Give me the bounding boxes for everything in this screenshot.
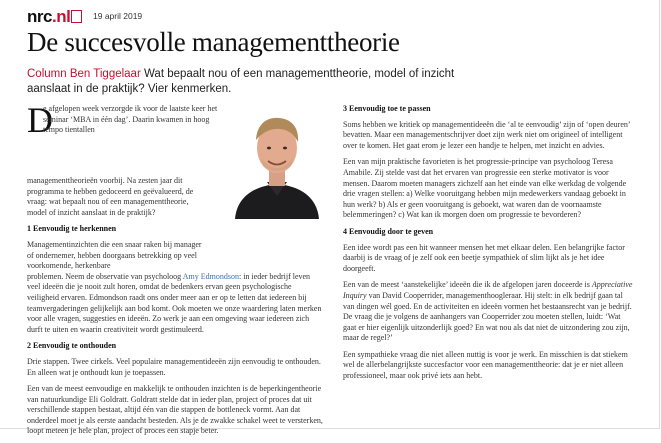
section-heading-1: 1 Eenvoudig te herkennen — [27, 224, 117, 234]
brand-suffix: .nl — [51, 7, 71, 26]
brand-name: nrc — [27, 7, 52, 26]
article-column-left — [27, 100, 323, 443]
paragraph: Een idee wordt pas een hit wanneer mensen het met elkaar delen. Een belangrijke factor daarbij is de vraag of je zelf ook een beetje sympathiek of slim lijkt als je het idee doorgeeft. — [343, 242, 625, 273]
dropcap: D — [27, 100, 53, 140]
section-heading-2: 2 Eenvoudig te onthouden — [27, 341, 117, 351]
section-heading-4: 4 Eenvoudig door te geven — [343, 226, 434, 236]
nrc-logo[interactable] — [27, 7, 82, 27]
paragraph: Een van mijn praktische favorieten is het progressie-principe van psycholoog Teresa Amabile. Zij stelde vast dat het ervaren van progressie een sterke motivator is voor mensen. Daarom moeten managers zichzelf aan het einde van elke werkdag de volgende drie vragen stellen: a) Welke vooruitgang hebben mijn medewerkers vandaag geboekt in hun werk? b) Als er geen vooruitgang is geboekt, wat waren dan de voornaamste belemmeringen? c) Wat kan ik morgen doen om progressie te bevorderen? — [343, 157, 627, 220]
publication-date: 19 april 2019 — [93, 11, 143, 21]
paragraph — [343, 280, 635, 344]
section-heading-3: 3 Eenvoudig toe te passen — [343, 104, 431, 113]
intro-text-continued: managementtheorieën voorbij. Na zesten jaar dit programma te hebben gedoceerd en geëvalueerd, de vraag: wat bepaalt nou of een managementtheorie, model of inzicht aanslaat in de praktijk? — [27, 176, 194, 217]
article-title: De succesvolle managementtheorie — [27, 27, 400, 57]
emphasis-appreciative-inquiry: Appreciative Inquiry — [343, 280, 633, 300]
paragraph-text: van David Cooperrider, managementhoogleraar. Hij stelt: in elk bedrijf gaan tal van dingen wél goed. En de activiteiten en ideeën vormen het bestaansrecht van je bedrijf. De vraag die je volgens de aanhangers van Cooperrider zou moeten stellen, luidt: ‘Wat gaat er hier eigenlijk uitzonderlijk goed? En wat nou als dat niet de uitzondering zou zijn, maar de regel?’ — [343, 290, 632, 343]
logo-box-icon — [71, 10, 82, 23]
article-subtitle — [27, 67, 497, 97]
author-portrait — [227, 104, 327, 219]
paragraph: Een sympathieke vraag die niet alleen nuttig is voor je werk. En misschien is dat stiekem wel de allerbelangrijkste succesfactor voor een managementtheorie: dat je er niet alleen professioneel, maar ook privé iets aan hebt. — [343, 349, 628, 381]
paragraph: Een van de meest eenvoudige en makkelijk te onthouden inzichten is de beperkingentheorie van natuurkundige Eli Goldratt. Goldratt stelde dat in ieder plan, project of proces dat uit verschillende stappen bestaat, altijd één van die stappen de bottleneck vormt. Aan dat onderdeel moet je als eerste aandacht besteden. Als je de zwakke schakel weet te versterken, loopt meteen je hele plan, project of proces een stapje beter. — [27, 384, 323, 436]
amy-edmondson-link[interactable]: Amy Edmondson — [182, 271, 239, 281]
paragraph-text: problemen. Neem de observatie van psycholoog — [27, 271, 183, 281]
paragraph — [27, 272, 323, 336]
intro-text: e afgelopen week verzorgde ik voor de laatste keer het seminar ‘MBA in één dag’. Daarin kwamen in hoog tempo tientallen — [43, 104, 218, 135]
article-column-right — [343, 104, 635, 388]
paragraph-text: Een van de meest ‘aanstekelijke’ ideeën die ik de afgelopen jaren doceerde is — [343, 280, 592, 290]
subtitle-text: Wat bepaalt nou of een managementtheorie, model of inzicht aanslaat in de praktijk? Vier kenmerken. — [27, 68, 455, 95]
paragraph: Drie stappen. Twee cirkels. Veel populaire managementideeën zijn eenvoudig te onthouden. En alleen wat je onthoudt kun je toepassen. — [27, 356, 321, 377]
paragraph-text: : in ieder bedrijf leven veel ideeën die je nooit zult horen, omdat de bedenkers ervan geen psychologische veiligheid ervaren. Edmondson raadt ons onder meer aan er op te letten dat iedereen bij teamvergaderingen gelijkelijk aan bod komt. Ook moeten we onze waardering laten merken voor alle vragen, suggesties en ideeën. Zo werk je aan een omgeving waar iedereen zich durft te uiten en waarin creativiteit wordt gestimuleerd. — [27, 271, 322, 334]
paragraph: Managementinzichten die een snaar raken bij manager of ondernemer, hebben doorgaans betrekking op veel voorkomende, herkenbare — [27, 239, 202, 271]
paragraph: Soms hebben we kritiek op managementideeën die ‘al te eenvoudig’ zijn of ‘open deuren’ bevatten. Maar een managementschrijver doet zijn werk niet om origineel of intelligent over te komen. Het gaat erom je lezer een handje te helpen, met inzicht en advies. — [343, 119, 630, 150]
column-author[interactable]: Column Ben Tiggelaar — [27, 68, 141, 80]
